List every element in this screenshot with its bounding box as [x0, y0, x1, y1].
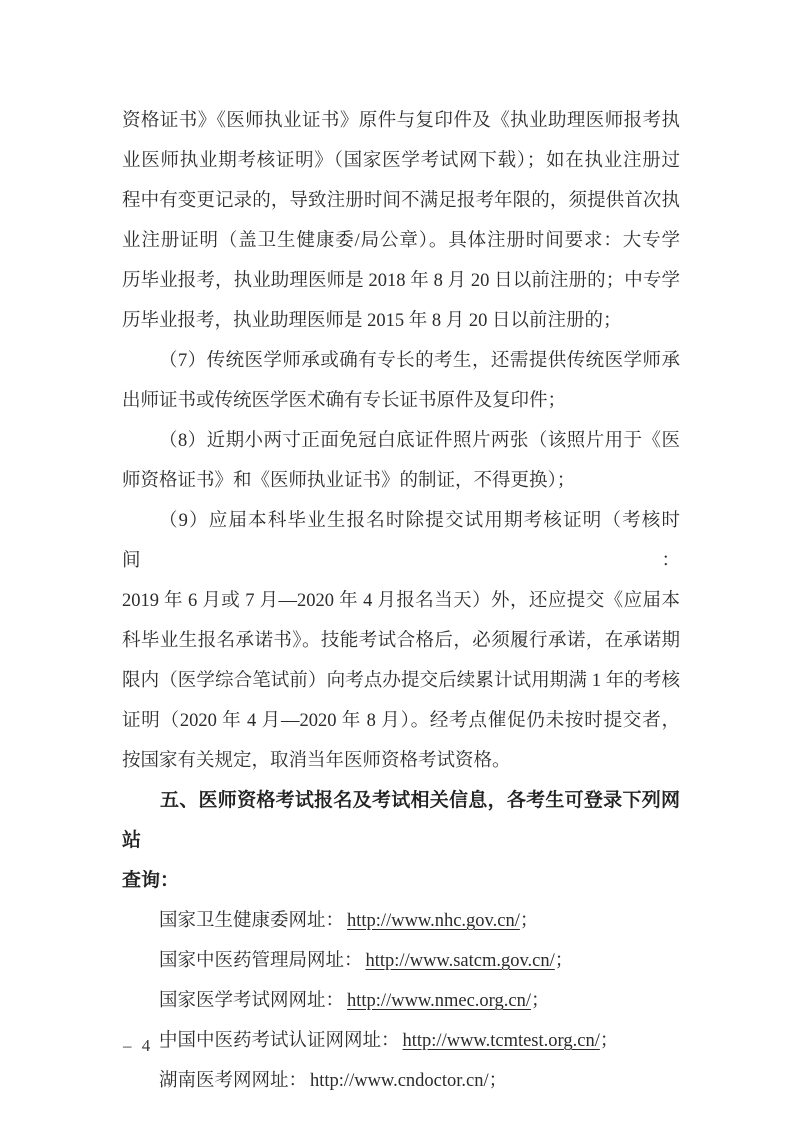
text-line: 证明（2020 年 4 月—2020 年 8 月）。经考点催促仍未按时提交者， [122, 711, 680, 731]
text-line: 出师证书或传统医学医术确有专长证书原件及复印件； [122, 391, 567, 411]
link-url: http://www.tcmtest.org.cn/ [402, 1031, 600, 1051]
text-line: 按国家有关规定，取消当年医师资格考试资格。 [122, 751, 511, 771]
section-heading-line: 五、医师资格考试报名及考试相关信息，各考生可登录下列网站 [122, 790, 680, 851]
page-number: – 4 – [123, 1036, 169, 1055]
website-line [122, 1021, 680, 1061]
text-line: 历毕业报考，执业助理医师是 2018 年 8 月 20 日以前注册的；中专学 [122, 271, 680, 291]
link-url: http://www.nhc.gov.cn/ [347, 911, 520, 931]
website-line [122, 941, 680, 981]
link-label: 国家卫生健康委网址： [159, 911, 345, 931]
text-line: （8）近期小两寸正面免冠白底证件照片两张（该照片用于《医 [159, 431, 680, 451]
text-line: 2019 年 6 月或 7 月—2020 年 4 月报名当天）外，还应提交《应届本 [122, 591, 680, 611]
link-suffix: ； [554, 951, 574, 971]
website-line [122, 981, 680, 1021]
link-suffix: ； [530, 991, 550, 1011]
link-label: 湖南医考网网址： [159, 1071, 308, 1091]
link-url: http://www.cndoctor.cn/ [310, 1071, 489, 1091]
website-line [122, 1061, 680, 1101]
link-url: http://www.satcm.gov.cn/ [365, 951, 555, 971]
text-line: 师资格证书》和《医师执业证书》的制证，不得更换）； [122, 471, 576, 491]
link-suffix: ； [488, 1071, 508, 1091]
text-line: （9）应届本科毕业生报名时除提交试用期考核证明（考核时间： [122, 511, 680, 571]
link-label: 中国中医药考试认证网网址： [159, 1031, 400, 1051]
section-heading-line: 查询： [122, 870, 180, 891]
text-line: 限内（医学综合笔试前）向考点办提交后续累计试用期满 1 年的考核 [122, 671, 680, 691]
paragraph-continuation [122, 101, 680, 341]
link-suffix: ； [599, 1031, 619, 1051]
link-label: 国家医学考试网网址： [159, 991, 345, 1011]
website-list [122, 901, 680, 1101]
link-suffix: ； [519, 911, 539, 931]
text-line: 资格证书》《医师执业证书》原件与复印件及《执业助理医师报考执 [122, 111, 680, 131]
text-line: 业医师执业期考核证明》（国家医学考试网下载）；如在执业注册过 [122, 151, 680, 171]
link-label: 国家中医药管理局网址： [159, 951, 363, 971]
paragraph-item-7 [122, 341, 680, 421]
text-line: （7）传统医学师承或确有专长的考生，还需提供传统医学师承 [159, 351, 680, 371]
text-line: 科毕业生报名承诺书》。技能考试合格后，必须履行承诺，在承诺期 [122, 631, 680, 651]
text-line: 历毕业报考，执业助理医师是 2015 年 8 月 20 日以前注册的； [122, 311, 622, 331]
paragraph-item-9 [122, 501, 680, 781]
document-body [122, 101, 680, 1101]
paragraph-item-8 [122, 421, 680, 501]
section-heading [122, 781, 680, 901]
website-line [122, 901, 680, 941]
text-line: 程中有变更记录的，导致注册时间不满足报考年限的，须提供首次执 [122, 191, 680, 211]
link-url: http://www.nmec.org.cn/ [347, 991, 531, 1011]
text-line: 业注册证明（盖卫生健康委/局公章）。具体注册时间要求：大专学 [122, 231, 680, 251]
